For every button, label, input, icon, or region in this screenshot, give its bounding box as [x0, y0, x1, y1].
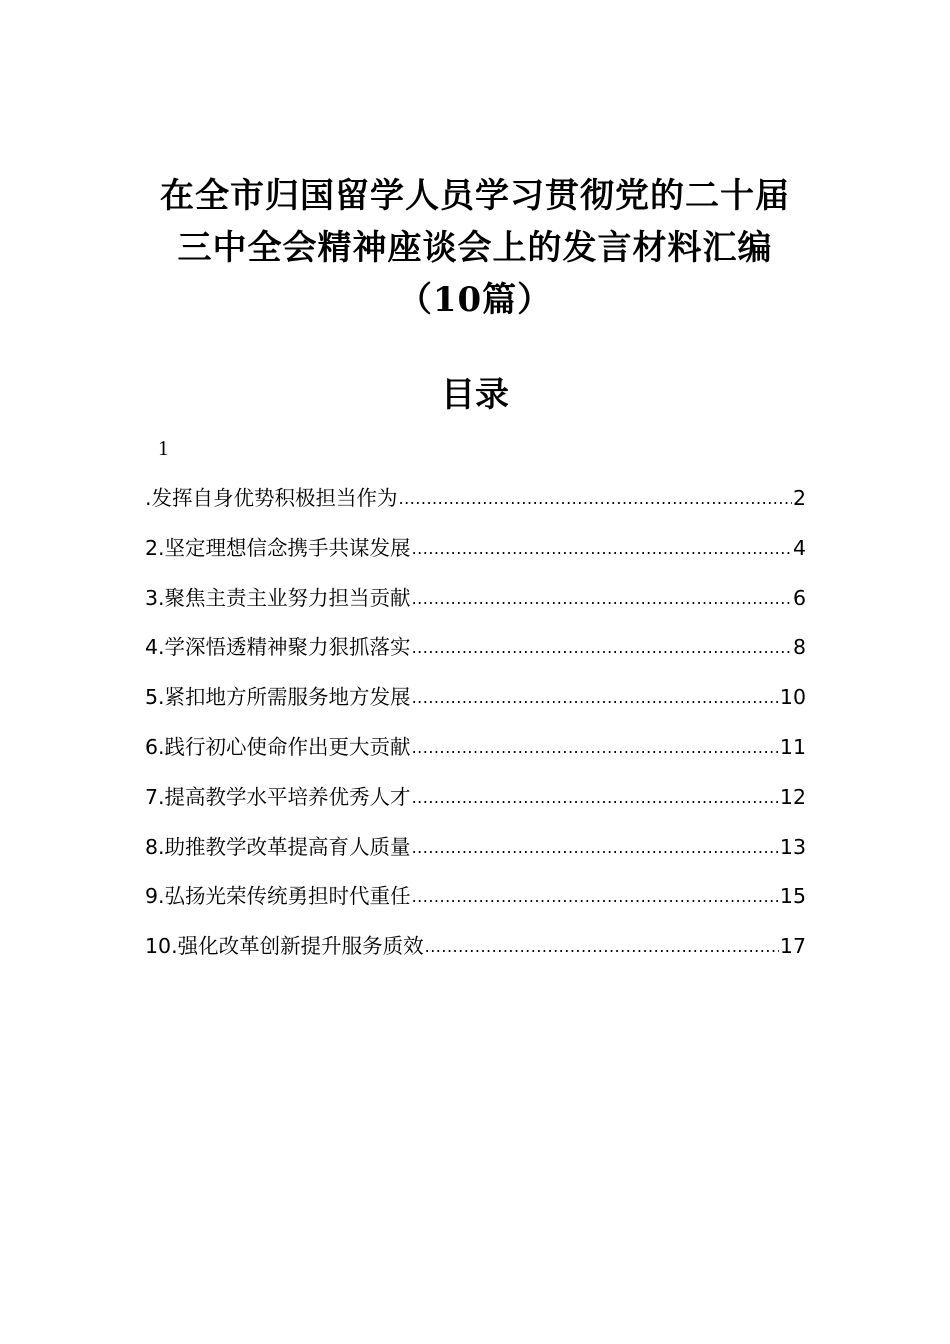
toc-entry-4[interactable] — [145, 630, 806, 680]
toc-entry-10[interactable] — [145, 929, 806, 979]
toc-entry-9[interactable] — [145, 879, 806, 929]
toc-entry-5[interactable] — [145, 680, 806, 730]
toc-page-number: 6 — [792, 585, 806, 610]
toc-dot-leader — [412, 831, 779, 865]
toc-dot-leader — [412, 582, 792, 616]
toc-dot-leader — [399, 482, 792, 516]
toc-entry-2[interactable] — [145, 531, 806, 581]
toc-page-number: 13 — [779, 834, 806, 859]
toc-page-number: 17 — [779, 934, 806, 959]
toc-dot-leader — [412, 631, 792, 665]
stray-list-number: 1 — [158, 436, 169, 460]
toc-entry-text: .发挥自身优势积极担当作为 — [145, 486, 398, 510]
toc-page-number: 15 — [779, 884, 806, 909]
toc-heading: 目录 — [441, 375, 509, 415]
toc-entry-6[interactable] — [145, 730, 806, 780]
toc-entry-text: 3.聚焦主责主业努力担当贡献 — [145, 585, 411, 610]
table-of-contents — [145, 481, 806, 979]
toc-entry-8[interactable] — [145, 830, 806, 880]
document-title — [100, 170, 850, 326]
toc-dot-leader — [412, 781, 779, 815]
toc-page-number: 10 — [779, 685, 806, 710]
title-line-1: 在全市归国留学人员学习贯彻党的二十届 — [160, 176, 790, 216]
toc-entry-7[interactable] — [145, 780, 806, 830]
toc-page-number: 2 — [792, 486, 806, 510]
toc-entry-text: 4.学深悟透精神聚力狠抓落实 — [145, 635, 411, 660]
toc-entry-text: 7.提高教学水平培养优秀人才 — [145, 784, 411, 809]
title-line-2: 三中全会精神座谈会上的发言材料汇编 — [177, 228, 773, 268]
title-line-3: （10篇） — [397, 280, 553, 320]
toc-entry-text: 2.坚定理想信念携手共谋发展 — [145, 535, 411, 560]
toc-page-number: 4 — [792, 535, 806, 560]
toc-page-number: 11 — [779, 734, 806, 759]
toc-entry-text: 8.助推教学改革提高育人质量 — [145, 834, 411, 859]
toc-entry-text: 6.践行初心使命作出更大贡献 — [145, 734, 411, 759]
toc-dot-leader — [412, 731, 779, 765]
toc-dot-leader — [412, 532, 792, 566]
toc-dot-leader — [425, 930, 779, 964]
toc-dot-leader — [412, 880, 779, 914]
toc-dot-leader — [412, 681, 779, 715]
toc-entry-text: 10.强化改革创新提升服务质效 — [145, 934, 424, 959]
toc-page-number: 8 — [792, 635, 806, 660]
toc-entry-text: 5.紧扣地方所需服务地方发展 — [145, 685, 411, 710]
toc-entry-1[interactable] — [145, 481, 806, 531]
toc-page-number: 12 — [779, 784, 806, 809]
toc-entry-3[interactable] — [145, 581, 806, 631]
toc-entry-text: 9.弘扬光荣传统勇担时代重任 — [145, 884, 411, 909]
